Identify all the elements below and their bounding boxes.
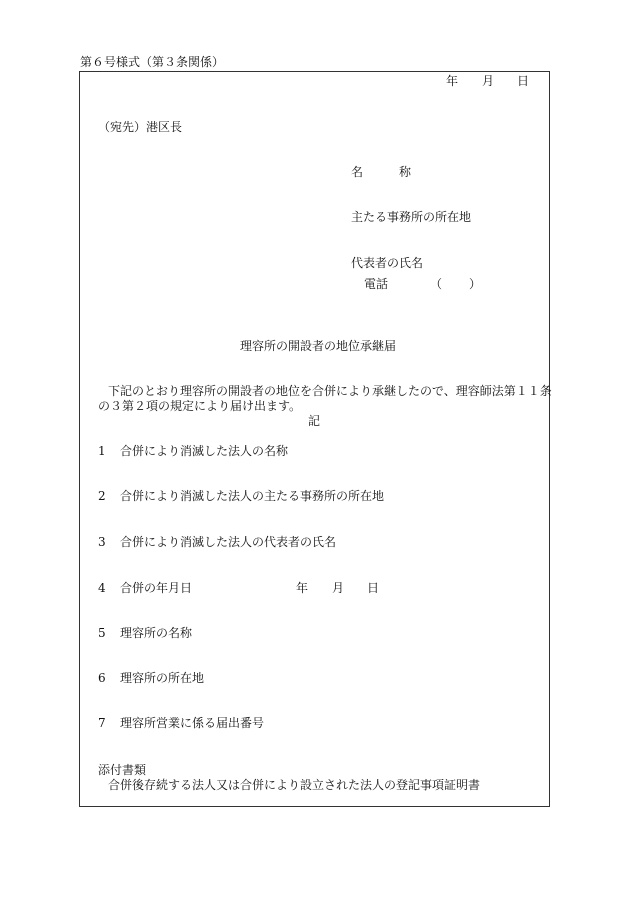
body-text-line-2: の３第２項の規定により届け出ます。 bbox=[98, 399, 302, 413]
phone-paren-open: （ bbox=[430, 277, 443, 291]
item-label: 合併により消滅した法人の名称 bbox=[120, 444, 289, 458]
item-number: 5 bbox=[98, 626, 106, 640]
attachments-text: 合併後存続する法人又は合併により設立された法人の登記事項証明書 bbox=[108, 778, 481, 792]
merge-date-month-label: 月 bbox=[332, 581, 345, 595]
item-number: 3 bbox=[98, 535, 106, 549]
item-label: 合併の年月日 bbox=[120, 581, 193, 595]
date-year-label: 年 bbox=[446, 74, 459, 88]
applicant-representative-label: 代表者の氏名 bbox=[351, 256, 424, 270]
ki-heading: 記 bbox=[308, 414, 321, 428]
item-label: 理容所営業に係る届出番号 bbox=[120, 716, 265, 730]
applicant-name-label-1: 名 bbox=[351, 165, 364, 179]
item-label: 合併により消滅した法人の主たる事務所の所在地 bbox=[120, 489, 385, 503]
applicant-name-label-2: 称 bbox=[399, 165, 412, 179]
item-number: 4 bbox=[98, 581, 106, 595]
document-title: 理容所の開設者の地位承継届 bbox=[240, 339, 397, 353]
form-number: 第６号様式（第３条関係） bbox=[80, 55, 225, 69]
date-day-label: 日 bbox=[517, 74, 530, 88]
merge-date-day-label: 日 bbox=[367, 581, 380, 595]
addressee: （宛先）港区長 bbox=[98, 120, 183, 134]
merge-date-year-label: 年 bbox=[296, 581, 309, 595]
item-number: 7 bbox=[98, 716, 106, 730]
item-number: 6 bbox=[98, 671, 106, 685]
item-label: 理容所の所在地 bbox=[120, 671, 205, 685]
form-frame bbox=[79, 71, 550, 807]
body-text-line-1: 下記のとおり理容所の開設者の地位を合併により承継したので、理容師法第１１条 bbox=[108, 384, 552, 398]
item-number: 2 bbox=[98, 489, 106, 503]
applicant-office-label: 主たる事務所の所在地 bbox=[351, 210, 472, 224]
applicant-phone-label: 電話 bbox=[364, 277, 389, 291]
item-label: 合併により消滅した法人の代表者の氏名 bbox=[120, 535, 337, 549]
attachments-title: 添付書類 bbox=[98, 763, 147, 777]
phone-paren-close: ） bbox=[469, 277, 482, 291]
item-label: 理容所の名称 bbox=[120, 626, 193, 640]
date-month-label: 月 bbox=[482, 74, 495, 88]
item-number: 1 bbox=[98, 444, 106, 458]
